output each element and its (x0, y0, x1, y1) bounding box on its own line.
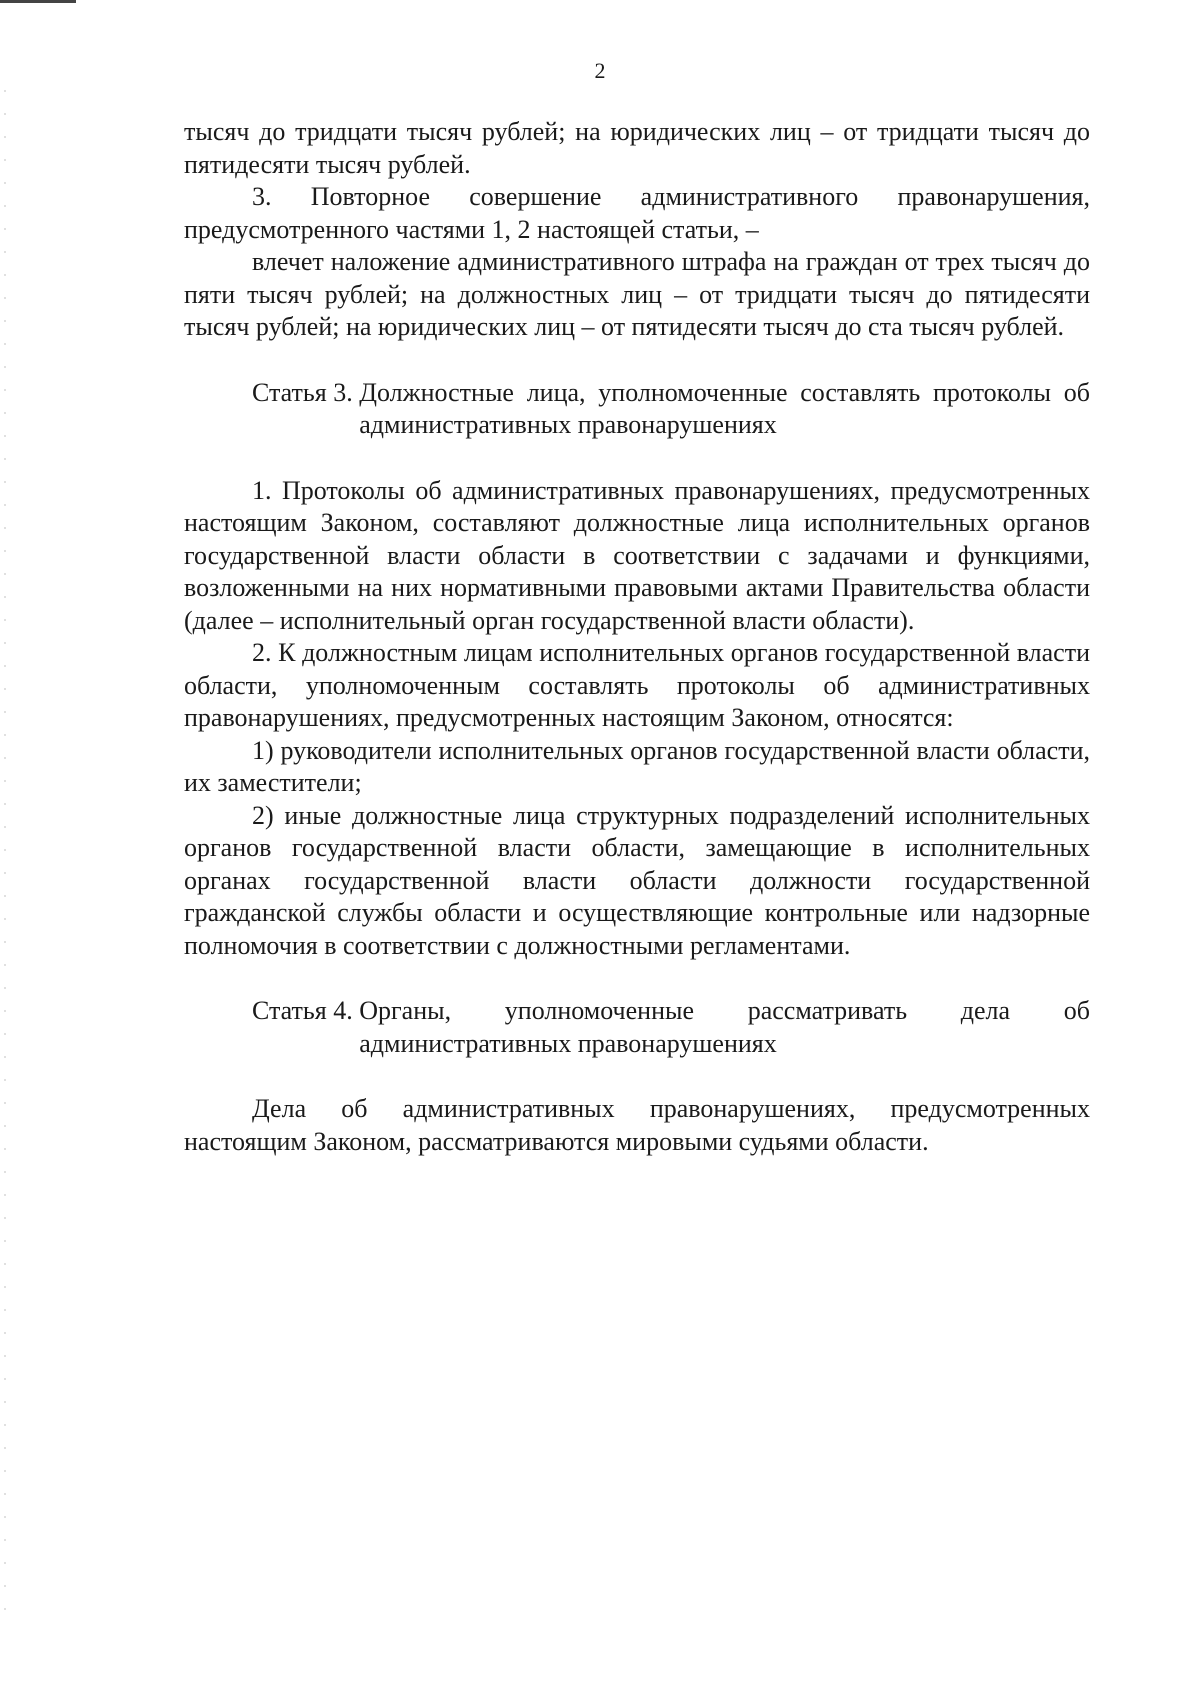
article-4-title: Органы, уполномоченные рассматривать дела об административных правонарушениях (359, 996, 1090, 1058)
top-edge-rule (0, 0, 76, 3)
article-3-title: Должностные лица, уполномоченные составлять протоколы об административных правонарушениях (359, 377, 1090, 439)
document-body (184, 116, 1090, 1158)
article-3-heading (184, 377, 1090, 442)
article-3-item-1: 1) руководители исполнительных органов государственной власти области, их заместители; (184, 735, 1090, 797)
article-3-paragraph-2: 2. К должностным лицам исполнительных органов государственной власти области, уполномоченным составлять протоколы об административных правонарушениях, предусмотренных настоящим Законом, относятся: (184, 638, 1090, 732)
scan-edge-marks (4, 90, 6, 1610)
paragraph-part-3: 3. Повторное совершение административного правонарушения, предусмотренного частями 1, 2 настоящей статьи, – (184, 182, 1090, 244)
article-4-paragraph-1: Дела об административных правонарушениях, предусмотренных настоящим Законом, рассматриваются мировыми судьями области. (184, 1094, 1090, 1156)
paragraph-continuation: тысяч до тридцати тысяч рублей; на юридических лиц – от тридцати тысяч до пятидесяти тысяч рублей. (184, 117, 1090, 179)
article-3-item-2: 2) иные должностные лица структурных подразделений исполнительных органов государственной власти области, замещающие в исполнительных органах государственной власти области должности государственной гражданской службы области и осуществляющие контрольные или надзорные полномочия в соответствии с должностными регламентами. (184, 800, 1090, 960)
article-4-number: Статья 4. (252, 996, 353, 1025)
article-3-paragraph-1: 1. Протоколы об административных правонарушениях, предусмотренных настоящим Законом, составляют должностные лица исполнительных органов государственной власти области в соответствии с задачами и функциями, возложенными на них нормативными правовыми актами Правительства области (далее – исполнительный орган государственной власти области). (184, 475, 1090, 635)
page-number: 2 (594, 58, 606, 83)
article-4-heading (184, 995, 1090, 1060)
paragraph-penalty: влечет наложение административного штрафа на граждан от трех тысяч до пяти тысяч рублей; на должностных лиц – от тридцати тысяч до пятидесяти тысяч рублей; на юридических лиц – от пятидесяти тысяч до ста тысяч рублей. (184, 247, 1090, 341)
article-3-number: Статья 3. (252, 377, 353, 407)
